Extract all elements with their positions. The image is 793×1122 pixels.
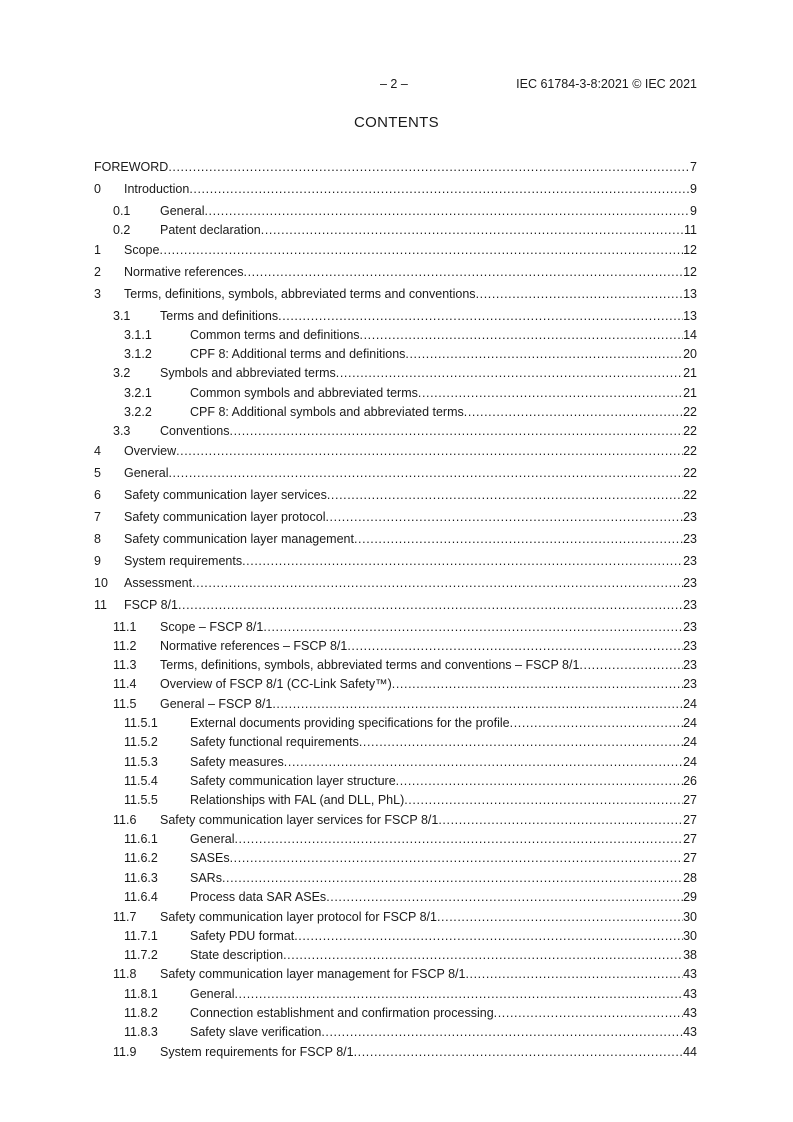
toc-entry-number: 11: [94, 598, 107, 612]
toc-entry[interactable]: [0, 812, 793, 828]
toc-entry[interactable]: [0, 909, 793, 925]
toc-entry[interactable]: [0, 657, 793, 673]
toc-entry-page: 13: [683, 309, 697, 323]
toc-entry-number: 11.6: [113, 813, 137, 827]
toc-entry-page: 24: [683, 755, 697, 769]
toc-dot-leader: [204, 203, 690, 219]
toc-entry[interactable]: [0, 365, 793, 381]
toc-dot-leader: [359, 734, 683, 750]
toc-entry-number: 11.5.2: [124, 735, 158, 749]
toc-entry[interactable]: [0, 286, 793, 302]
toc-dot-leader: [321, 1024, 683, 1040]
toc-entry-number: 3.3: [113, 424, 131, 438]
toc-entry[interactable]: [0, 509, 793, 525]
toc-entry[interactable]: [0, 327, 793, 343]
toc-entry-page: 29: [683, 890, 697, 904]
toc-dot-leader: [222, 870, 683, 886]
toc-entry[interactable]: [0, 870, 793, 886]
toc-entry-number: 3: [94, 287, 101, 301]
toc-entry-title: Overview of FSCP 8/1 (CC-Link Safety™): [160, 677, 392, 691]
toc-entry-title: Safety measures: [190, 755, 284, 769]
toc-dot-leader: [465, 966, 683, 982]
toc-entry[interactable]: [0, 638, 793, 654]
toc-entry-page: 24: [683, 697, 697, 711]
toc-entry-title: FSCP 8/1: [124, 598, 178, 612]
toc-entry-title: System requirements for FSCP 8/1: [160, 1045, 354, 1059]
toc-entry[interactable]: [0, 696, 793, 712]
toc-entry[interactable]: [0, 443, 793, 459]
toc-entry-page: 20: [683, 347, 697, 361]
toc-dot-leader: [176, 443, 683, 459]
toc-entry-page: 23: [683, 576, 697, 590]
toc-entry-page: 12: [683, 265, 697, 279]
toc-entry-number: 3.1.1: [124, 328, 152, 342]
toc-entry-number: 11.8.2: [124, 1006, 158, 1020]
toc-entry-page: 27: [683, 813, 697, 827]
toc-dot-leader: [230, 850, 683, 866]
toc-entry[interactable]: [0, 531, 793, 547]
toc-entry-title: Terms and definitions: [160, 309, 279, 323]
toc-entry-title: Safety communication layer services for FSCP 8/1: [160, 813, 439, 827]
toc-entry-number: 11.5: [113, 697, 137, 711]
toc-entry-page: 22: [683, 488, 697, 502]
toc-dot-leader: [284, 754, 683, 770]
toc-dot-leader: [325, 509, 683, 525]
toc-dot-leader: [418, 385, 683, 401]
toc-entry-number: 11.7.2: [124, 948, 158, 962]
toc-dot-leader: [244, 264, 684, 280]
toc-entry-title: Patent declaration: [160, 223, 261, 237]
toc-entry[interactable]: [0, 487, 793, 503]
toc-entry-number: 6: [94, 488, 101, 502]
toc-entry-title: Normative references: [124, 265, 244, 279]
toc-entry-page: 26: [683, 774, 697, 788]
toc-dot-leader: [263, 619, 683, 635]
toc-entry-number: 10: [94, 576, 108, 590]
toc-entry[interactable]: [0, 966, 793, 982]
toc-dot-leader: [230, 423, 684, 439]
toc-entry-title: Safety communication layer protocol: [124, 510, 326, 524]
toc-entry-title: Scope – FSCP 8/1: [160, 620, 264, 634]
toc-dot-leader: [404, 792, 683, 808]
toc-dot-leader: [579, 657, 683, 673]
toc-dot-leader: [354, 1044, 684, 1060]
toc-entry[interactable]: [0, 619, 793, 635]
toc-entry-page: 43: [683, 1006, 697, 1020]
toc-entry[interactable]: [0, 553, 793, 569]
toc-entry[interactable]: [0, 889, 793, 905]
toc-dot-leader: [510, 715, 683, 731]
toc-dot-leader: [392, 676, 683, 692]
toc-entry-title: Safety PDU format: [190, 929, 295, 943]
toc-entry[interactable]: [0, 831, 793, 847]
toc-entry[interactable]: [0, 308, 793, 324]
toc-entry[interactable]: [0, 222, 793, 238]
page-title: CONTENTS: [354, 114, 439, 131]
toc-entry[interactable]: [0, 734, 793, 750]
toc-entry[interactable]: [0, 676, 793, 692]
toc-entry[interactable]: [0, 159, 793, 175]
toc-entry-number: 0.2: [113, 223, 131, 237]
toc-dot-leader: [464, 404, 683, 420]
standard-reference: IEC 61784-3-8:2021 © IEC 2021: [516, 77, 697, 91]
toc-entry-number: 11.7: [113, 910, 137, 924]
toc-entry-number: 0: [94, 182, 101, 196]
toc-entry[interactable]: [0, 404, 793, 420]
toc-dot-leader: [354, 531, 683, 547]
toc-entry[interactable]: [0, 715, 793, 731]
toc-entry-page: 43: [683, 967, 697, 981]
toc-dot-leader: [272, 696, 683, 712]
toc-entry[interactable]: [0, 1005, 793, 1021]
toc-entry[interactable]: [0, 773, 793, 789]
toc-entry-page: 9: [690, 182, 697, 196]
toc-entry-number: 11.5.4: [124, 774, 158, 788]
toc-entry-title: Symbols and abbreviated terms: [160, 366, 336, 380]
toc-entry-number: 11.8.3: [124, 1025, 158, 1039]
toc-entry-page: 22: [683, 444, 697, 458]
toc-entry[interactable]: [0, 423, 793, 439]
toc-entry-number: 9: [94, 554, 101, 568]
toc-entry-title: Relationships with FAL (and DLL, PhL): [190, 793, 405, 807]
toc-entry[interactable]: [0, 986, 793, 1002]
toc-dot-leader: [405, 346, 683, 362]
toc-dot-leader: [168, 465, 683, 481]
toc-dot-leader: [347, 638, 683, 654]
toc-entry-number: 5: [94, 466, 101, 480]
toc-entry[interactable]: [0, 1024, 793, 1040]
toc-entry-title: FOREWORD: [94, 160, 169, 174]
toc-dot-leader: [168, 159, 690, 175]
toc-dot-leader: [326, 889, 683, 905]
toc-entry-title: Terms, definitions, symbols, abbreviated terms and conventions – FSCP 8/1: [160, 658, 580, 672]
toc-entry-title: Common symbols and abbreviated terms: [190, 386, 418, 400]
toc-dot-leader: [234, 831, 683, 847]
toc-entry-number: 11.5.1: [124, 716, 158, 730]
toc-entry-number: 11.7.1: [124, 929, 158, 943]
toc-entry-title: SARs: [190, 871, 222, 885]
toc-entry-title: Conventions: [160, 424, 230, 438]
toc-entry-title: Connection establishment and confirmation processing: [190, 1006, 494, 1020]
toc-entry-title: Process data SAR ASEs: [190, 890, 327, 904]
toc-dot-leader: [234, 986, 683, 1002]
toc-entry-number: 3.2.2: [124, 405, 152, 419]
toc-entry-number: 11.3: [113, 658, 137, 672]
toc-entry-number: 7: [94, 510, 101, 524]
toc-entry-title: Assessment: [124, 576, 193, 590]
toc-entry-page: 38: [683, 948, 697, 962]
toc-entry-number: 1: [94, 243, 101, 257]
toc-entry-title: CPF 8: Additional symbols and abbreviated terms: [190, 405, 464, 419]
toc-dot-leader: [294, 928, 683, 944]
toc-entry-title: CPF 8: Additional terms and definitions: [190, 347, 406, 361]
toc-entry-page: 23: [683, 658, 697, 672]
toc-entry-page: 22: [683, 466, 697, 480]
toc-entry-number: 11.2: [113, 639, 137, 653]
toc-entry-page: 21: [683, 366, 697, 380]
toc-entry[interactable]: [0, 928, 793, 944]
toc-entry-page: 23: [683, 598, 697, 612]
toc-dot-leader: [283, 947, 683, 963]
toc-entry-page: 24: [683, 716, 697, 730]
toc-entry-page: 27: [683, 793, 697, 807]
toc-entry-number: 3.1.2: [124, 347, 152, 361]
toc-entry-number: 0.1: [113, 204, 131, 218]
toc-entry-page: 22: [683, 424, 697, 438]
page-number: – 2 –: [380, 77, 408, 91]
toc-entry-page: 23: [683, 554, 697, 568]
toc-entry-number: 11.8.1: [124, 987, 158, 1001]
toc-dot-leader: [336, 365, 683, 381]
toc-entry-number: 3.1: [113, 309, 131, 323]
toc-dot-leader: [437, 909, 683, 925]
toc-entry-title: Terms, definitions, symbols, abbreviated terms and conventions: [124, 287, 476, 301]
toc-entry-number: 11.6.1: [124, 832, 158, 846]
toc-entry-number: 11.5.5: [124, 793, 158, 807]
toc-entry-number: 11.9: [113, 1045, 137, 1059]
toc-entry-title: General: [160, 204, 205, 218]
toc-entry-page: 28: [683, 871, 697, 885]
toc-entry-page: 13: [683, 287, 697, 301]
toc-entry[interactable]: [0, 792, 793, 808]
toc-entry-number: 8: [94, 532, 101, 546]
toc-dot-leader: [178, 597, 683, 613]
toc-entry-number: 4: [94, 444, 101, 458]
toc-entry-page: 24: [683, 735, 697, 749]
toc-entry[interactable]: [0, 264, 793, 280]
toc-entry[interactable]: [0, 575, 793, 591]
toc-entry-page: 30: [683, 929, 697, 943]
toc-entry-number: 11.8: [113, 967, 137, 981]
toc-entry-title: System requirements: [124, 554, 243, 568]
toc-entry[interactable]: [0, 597, 793, 613]
toc-entry-page: 23: [683, 532, 697, 546]
toc-entry-page: 14: [683, 328, 697, 342]
toc-entry[interactable]: [0, 346, 793, 362]
toc-entry[interactable]: [0, 947, 793, 963]
toc-dot-leader: [476, 286, 684, 302]
toc-entry-number: 3.2: [113, 366, 131, 380]
toc-entry-page: 11: [684, 223, 697, 237]
toc-entry-title: Normative references – FSCP 8/1: [160, 639, 348, 653]
toc-entry-number: 11.1: [113, 620, 137, 634]
toc-entry-page: 21: [683, 386, 697, 400]
toc-entry-page: 44: [683, 1045, 697, 1059]
toc-entry-title: Safety slave verification: [190, 1025, 322, 1039]
toc-entry[interactable]: [0, 385, 793, 401]
toc-entry-page: 27: [683, 851, 697, 865]
toc-entry-page: 30: [683, 910, 697, 924]
toc-entry-page: 22: [683, 405, 697, 419]
toc-dot-leader: [360, 327, 684, 343]
toc-entry-title: External documents providing specifications for the profile: [190, 716, 510, 730]
toc-dot-leader: [261, 222, 684, 238]
toc-entry-title: State description: [190, 948, 284, 962]
toc-entry-number: 2: [94, 265, 101, 279]
toc-entry-title: General: [124, 466, 169, 480]
toc-entry-title: Safety communication layer management: [124, 532, 354, 546]
toc-dot-leader: [159, 242, 683, 258]
toc-entry[interactable]: [0, 181, 793, 197]
toc-entry-page: 23: [683, 620, 697, 634]
toc-entry-title: Safety functional requirements: [190, 735, 359, 749]
toc-entry-title: Scope: [124, 243, 160, 257]
toc-entry[interactable]: [0, 754, 793, 770]
toc-entry-page: 23: [683, 510, 697, 524]
toc-entry-number: 11.4: [113, 677, 137, 691]
toc-entry-page: 23: [683, 677, 697, 691]
toc-dot-leader: [189, 181, 690, 197]
toc-entry-page: 23: [683, 639, 697, 653]
toc-entry-number: 11.6.4: [124, 890, 158, 904]
toc-entry-title: Common terms and definitions: [190, 328, 360, 342]
toc-dot-leader: [327, 487, 683, 503]
toc-dot-leader: [396, 773, 683, 789]
toc-dot-leader: [242, 553, 683, 569]
toc-dot-leader: [278, 308, 683, 324]
toc-entry-title: General: [190, 987, 235, 1001]
toc-dot-leader: [438, 812, 683, 828]
toc-entry[interactable]: [0, 465, 793, 481]
toc-entry-title: Safety communication layer services: [124, 488, 327, 502]
toc-entry-title: Safety communication layer protocol for FSCP 8/1: [160, 910, 437, 924]
toc-entry-page: 7: [690, 160, 697, 174]
toc-entry-title: Safety communication layer structure: [190, 774, 396, 788]
toc-dot-leader: [494, 1005, 683, 1021]
toc-entry[interactable]: [0, 850, 793, 866]
toc-entry-page: 43: [683, 1025, 697, 1039]
toc-entry-title: General – FSCP 8/1: [160, 697, 273, 711]
toc-entry-title: Introduction: [124, 182, 190, 196]
toc-entry-page: 12: [683, 243, 697, 257]
toc-entry-page: 27: [683, 832, 697, 846]
toc-entry[interactable]: [0, 203, 793, 219]
toc-entry-number: 11.6.2: [124, 851, 158, 865]
toc-entry-title: Safety communication layer management for FSCP 8/1: [160, 967, 466, 981]
toc-entry-number: 11.5.3: [124, 755, 158, 769]
toc-entry[interactable]: [0, 1044, 793, 1060]
toc-entry-number: 11.6.3: [124, 871, 158, 885]
toc-entry[interactable]: [0, 242, 793, 258]
toc-entry-page: 43: [683, 987, 697, 1001]
toc-entry-title: Overview: [124, 444, 177, 458]
toc-entry-title: General: [190, 832, 235, 846]
toc-entry-page: 9: [690, 204, 697, 218]
toc-dot-leader: [192, 575, 683, 591]
toc-entry-number: 3.2.1: [124, 386, 152, 400]
toc-entry-title: SASEs: [190, 851, 230, 865]
